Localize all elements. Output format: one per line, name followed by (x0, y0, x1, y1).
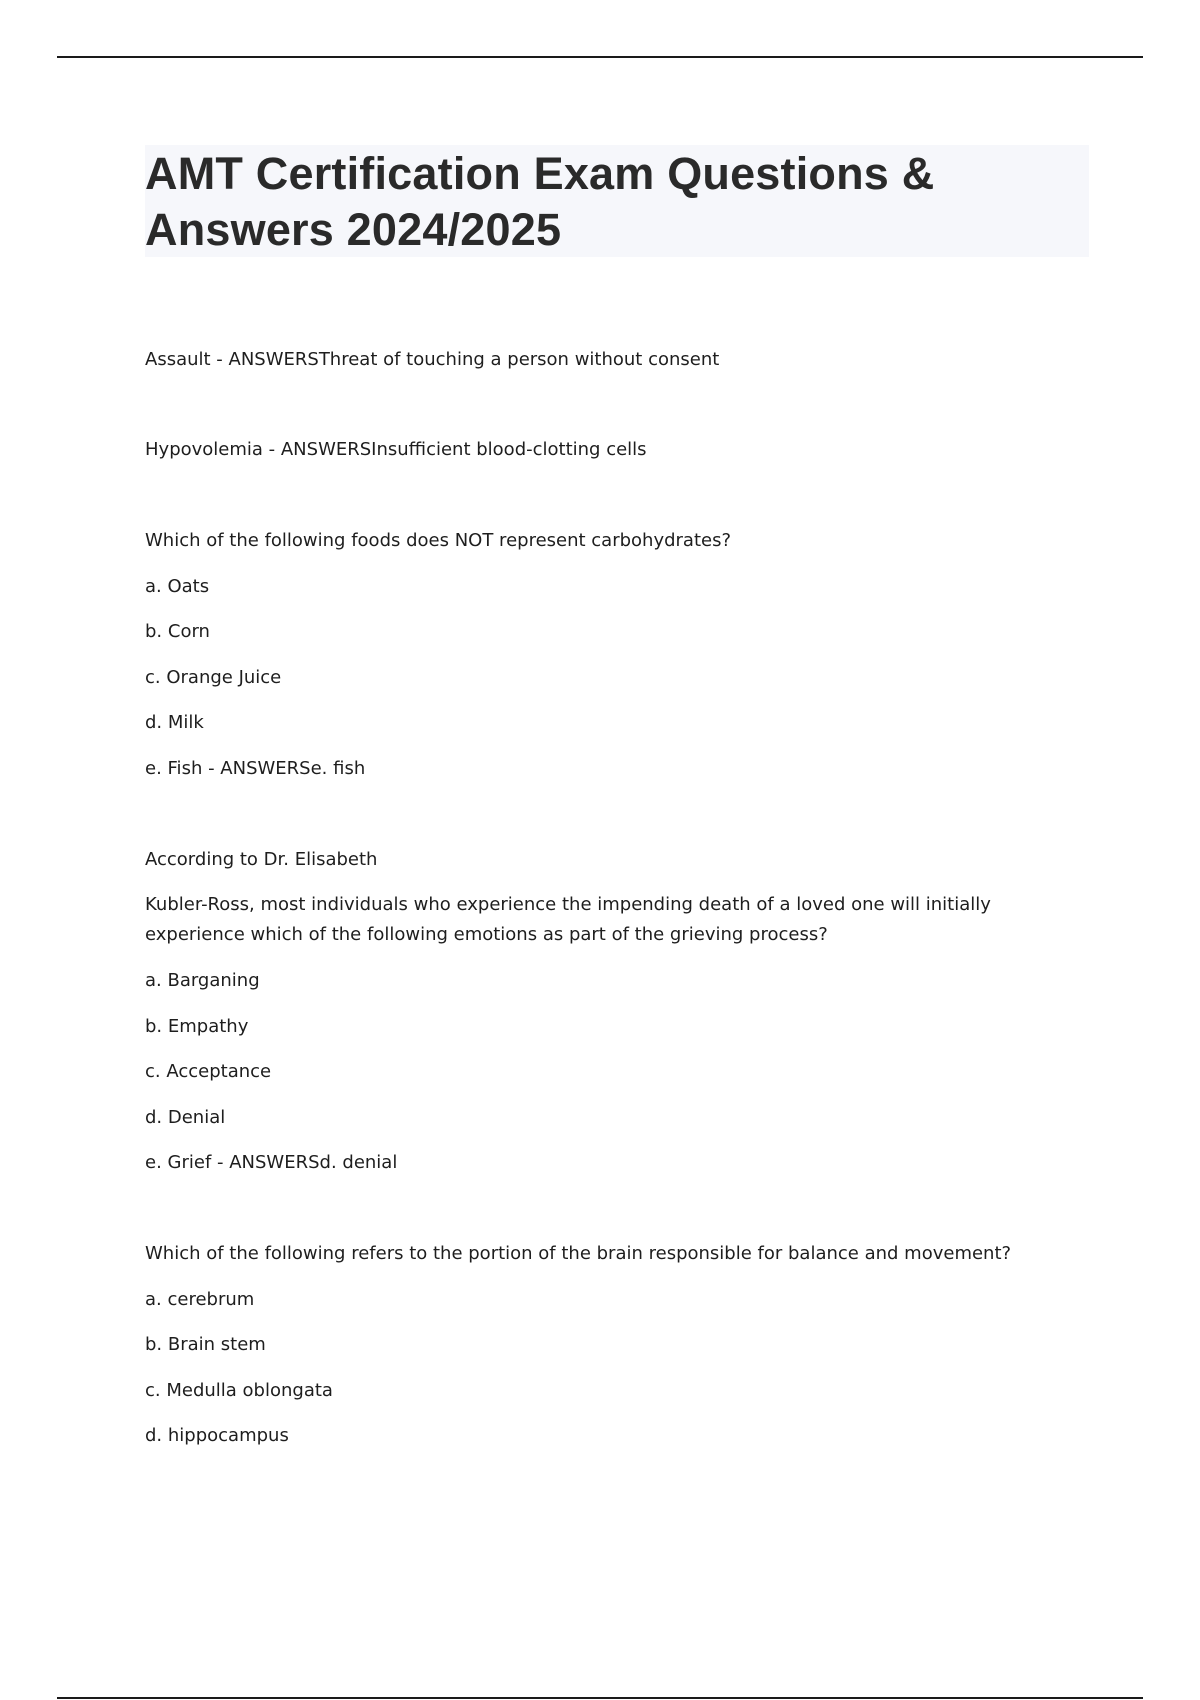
option-item: c. Orange Juice (145, 667, 282, 688)
option-item: b. Brain stem (145, 1334, 266, 1355)
option-item: c. Acceptance (145, 1061, 272, 1082)
header-rule (57, 56, 1143, 58)
question-grief-line1: According to Dr. Elisabeth (145, 849, 378, 870)
option-item: b. Corn (145, 621, 210, 642)
flashcard-hypovolemia: Hypovolemia - ANSWERSInsufficient blood-clotting cells (145, 439, 647, 460)
flashcard-assault: Assault - ANSWERSThreat of touching a person without consent (145, 349, 720, 370)
option-item: d. Milk (145, 712, 204, 733)
question-brain: Which of the following refers to the portion of the brain responsible for balance and movement? (145, 1243, 1012, 1264)
option-item: a. Oats (145, 576, 210, 597)
document-title: AMT Certification Exam Questions & Answers 2024/2025 (145, 148, 935, 255)
option-item: a. Barganing (145, 970, 260, 991)
option-item-answer: e. Fish - ANSWERSe. fish (145, 758, 366, 779)
question-carbohydrates: Which of the following foods does NOT represent carbohydrates? (145, 530, 732, 551)
option-item-answer: e. Grief - ANSWERSd. denial (145, 1152, 398, 1173)
option-item: b. Empathy (145, 1016, 249, 1037)
option-item: d. Denial (145, 1107, 226, 1128)
option-item: c. Medulla oblongata (145, 1380, 333, 1401)
option-item: a. cerebrum (145, 1289, 255, 1310)
footer-rule (57, 1697, 1143, 1699)
option-item: d. hippocampus (145, 1425, 289, 1446)
question-grief-line2: Kubler-Ross, most individuals who experience the impending death of a loved one will initially experience which of the following emotions as part of the grieving process? (145, 894, 991, 945)
